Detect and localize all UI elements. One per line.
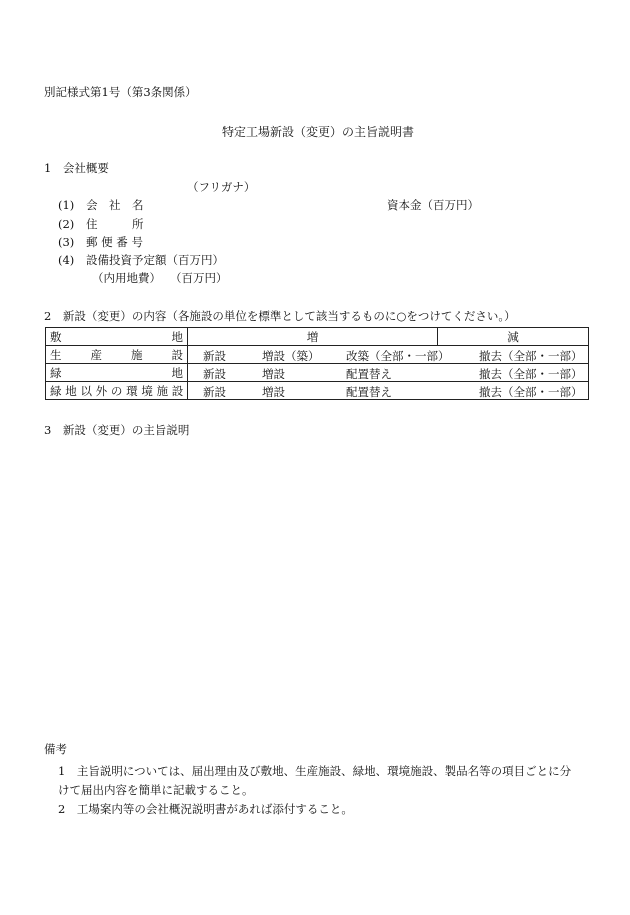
section1-heading: 1 会社概要 [44,161,109,175]
land-cost-unit: （百万円） [170,271,228,285]
option-new[interactable]: 新設 [203,349,226,363]
furigana-label: （フリガナ） [187,180,256,194]
item-number: (4) [58,253,75,267]
item-number: (2) [58,217,75,231]
item-number: (1) [58,198,75,212]
note-2: 2 工場案内等の会社概況説明書があれば添付すること。 [58,802,353,816]
table-row [46,364,589,382]
address-label: 住 所 [86,217,144,231]
option-expand[interactable]: 増設 [262,367,285,381]
option-relocate[interactable]: 配置替え [346,385,392,399]
option-rebuild[interactable]: 改築（全部・一部） [346,349,450,363]
land-cost-label: （内用地費） [92,271,161,285]
table-row [46,346,589,364]
capital-label: 資本金（百万円） [387,198,479,212]
item-number: (3) [58,235,75,249]
notes-heading: 備考 [44,742,67,756]
option-remove[interactable]: 撤去（全部・一部） [479,367,583,381]
option-new[interactable]: 新設 [203,367,226,381]
option-remove[interactable]: 撤去（全部・一部） [479,385,583,399]
increase-header: 増 [188,328,438,346]
facility-change-table [45,327,589,400]
site-header: 敷 地 [46,328,188,346]
table-row [46,382,589,400]
section2-heading: 2 新設（変更）の内容（各施設の単位を標準として該当するものに○をつけてください。） [44,309,516,323]
company-name-label: 会 社 名 [86,198,144,212]
postal-code-label: 郵 便 番 号 [86,235,143,249]
table-header-row [46,328,589,346]
investment-label: 設備投資予定額（百万円） [86,253,224,267]
row-options [188,346,589,364]
option-relocate[interactable]: 配置替え [346,367,392,381]
form-reference: 別記様式第1号（第3条関係） [44,85,197,99]
note-1-line-1: 1 主旨説明については、届出理由及び敷地、生産施設、緑地、環境施設、製品名等の項目ごとに分 [58,764,572,778]
document-title: 特定工場新設（変更）の主旨説明書 [222,125,415,139]
row-label: 緑地以外の環境施設 [46,382,188,400]
decrease-header: 減 [438,328,589,346]
option-remove[interactable]: 撤去（全部・一部） [479,349,583,363]
row-label: 緑 地 [46,364,188,382]
option-expand[interactable]: 増設 [262,385,285,399]
note-1-line-2: けて届出内容を簡単に記載すること。 [58,783,254,797]
option-expand[interactable]: 増設（築） [262,349,320,363]
option-new[interactable]: 新設 [203,385,226,399]
section3-heading: 3 新設（変更）の主旨説明 [44,423,190,437]
row-options [188,382,589,400]
row-label: 生 産 施 設 [46,346,188,364]
row-options [188,364,589,382]
